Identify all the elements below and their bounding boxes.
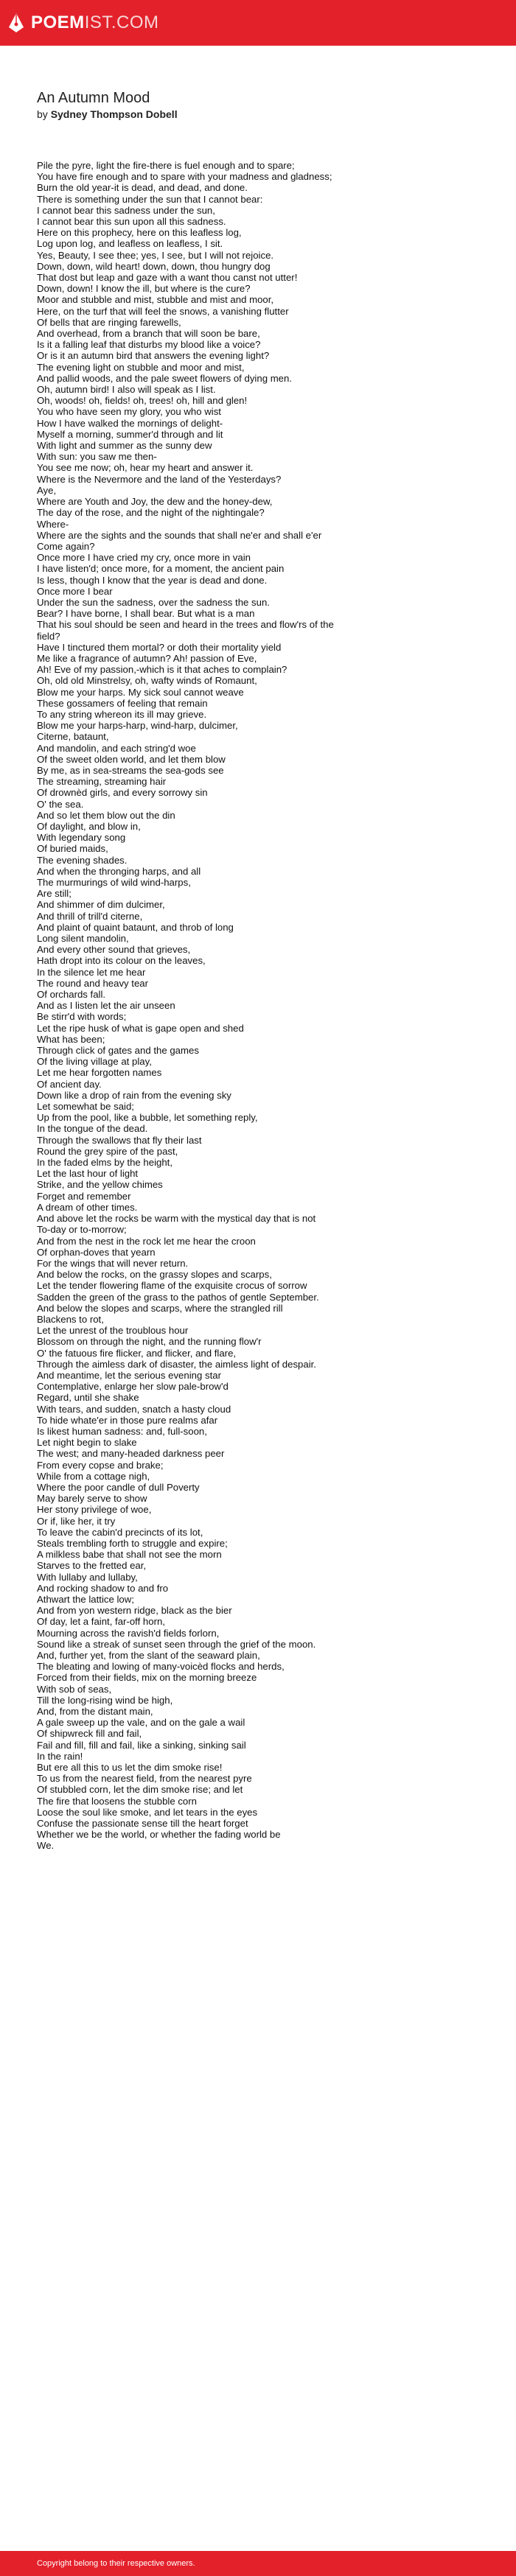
poem-line: Is likest human sadness: and, full-soon, bbox=[37, 1425, 207, 1437]
poem-line: To any string whereon its ill may grieve. bbox=[37, 708, 207, 720]
poem-line: The evening shades. bbox=[37, 854, 128, 866]
poem-line: Blow me your harps-harp, wind-harp, dulcimer, bbox=[37, 720, 238, 732]
poem-line: With sun: you saw me then- bbox=[37, 451, 157, 463]
poem-line: With lullaby and lullaby, bbox=[37, 1571, 138, 1583]
author-link[interactable]: Sydney Thompson Dobell bbox=[50, 108, 178, 120]
poem-line: Pile the pyre, light the fire-there is fuel enough and to spare; bbox=[37, 160, 295, 171]
poem-line: I have listen'd; once more, for a moment, the ancient pain bbox=[37, 563, 285, 575]
poem-line: Athwart the lattice low; bbox=[37, 1594, 134, 1605]
poem-line: Through the swallows that fly their last bbox=[37, 1134, 202, 1146]
poem-line: Of day, let a faint, far-off horn, bbox=[37, 1616, 165, 1628]
poem-line: Forget and remember bbox=[37, 1190, 131, 1202]
poem-line: Aye, bbox=[37, 484, 57, 496]
poem-line: Down like a drop of rain from the evening sky bbox=[37, 1089, 231, 1101]
poem-line: Once more I bear bbox=[37, 585, 113, 597]
poem-line: Where are Youth and Joy, the dew and the honey-dew, bbox=[37, 496, 273, 508]
poem-line: In the rain! bbox=[37, 1750, 83, 1762]
poem-line: Till the long-rising wind be high, bbox=[37, 1694, 173, 1706]
poem-line: O' the sea. bbox=[37, 798, 84, 810]
poem-line: And, further yet, from the slant of the seaward plain, bbox=[37, 1650, 260, 1662]
poem-line: Regard, until she shake bbox=[37, 1392, 139, 1404]
poem-line: Let the ripe husk of what is gape open and shed bbox=[37, 1022, 244, 1034]
poem-line: Or if, like her, it try bbox=[37, 1515, 116, 1527]
poem-line: Let somewhat be said; bbox=[37, 1101, 134, 1113]
poem-line: Blow me your harps. My sick soul cannot weave bbox=[37, 686, 244, 698]
poem-line: Of daylight, and blow in, bbox=[37, 820, 141, 832]
poem-line: I cannot bear this sadness under the sun, bbox=[37, 204, 215, 216]
poem-line: The day of the rose, and the night of the nightingale? bbox=[37, 507, 265, 519]
logo-text-light: IST.COM bbox=[84, 13, 159, 32]
poem-line: Through the aimless dark of disaster, the aimless light of despair. bbox=[37, 1358, 316, 1370]
poem-line: And below the slopes and scarps, where the strangled rill bbox=[37, 1302, 283, 1314]
poem-title: An Autumn Mood bbox=[37, 90, 150, 106]
poem-line: And when the thronging harps, and all bbox=[37, 865, 201, 877]
copyright-text: Copyright belong to their respective owners. bbox=[37, 2559, 195, 2568]
poem-line: Forced from their fields, mix on the morning breeze bbox=[37, 1672, 257, 1684]
poem-line: Or is it an autumn bird that answers the evening light? bbox=[37, 350, 270, 362]
poem-line: To-day or to-morrow; bbox=[37, 1224, 127, 1236]
poem-line: Once more I have cried my cry, once more in vain bbox=[37, 552, 251, 564]
by-label: by bbox=[37, 108, 48, 120]
poem-line: The bleating and lowing of many-voicèd flocks and herds, bbox=[37, 1661, 285, 1673]
poem-line: Here, on the turf that will feel the snows, a vanishing flutter bbox=[37, 305, 289, 317]
poem-line: But ere all this to us let the dim smoke rise! bbox=[37, 1762, 223, 1774]
poem-line: A milkless babe that shall not see the morn bbox=[37, 1549, 222, 1561]
poem-line: Oh, old old Minstrelsy, oh, wafty winds of Romaunt, bbox=[37, 675, 257, 687]
poem-line: And meantime, let the serious evening star bbox=[37, 1369, 221, 1381]
poem-line: While from a cottage nigh, bbox=[37, 1470, 150, 1482]
poem-line: Down, down, wild heart! down, down, thou hungry dog bbox=[37, 260, 271, 272]
logo-text bbox=[31, 13, 159, 33]
poem-line: Let the last hour of light bbox=[37, 1168, 139, 1180]
poem-line: Of the living village at play, bbox=[37, 1056, 152, 1068]
poem-line: By me, as in sea-streams the sea-gods see bbox=[37, 764, 224, 776]
poem-line: Loose the soul like smoke, and let tears in the eyes bbox=[37, 1806, 258, 1818]
poem-line: The west; and many-headed darkness peer bbox=[37, 1448, 225, 1460]
poem-line: Be stirr'd with words; bbox=[37, 1011, 127, 1023]
poem-line: Is less, though I know that the year is dead and done. bbox=[37, 574, 268, 586]
poem-line: Let night begin to slake bbox=[37, 1437, 137, 1449]
poem-line: With sob of seas, bbox=[37, 1683, 112, 1695]
poem-line: To us from the nearest field, from the nearest pyre bbox=[37, 1773, 252, 1785]
poem-line: Whether we be the world, or whether the fading world be bbox=[37, 1829, 281, 1841]
poem-line: And so let them blow out the din bbox=[37, 809, 175, 821]
poem-line: Of stubbled corn, let the dim smoke rise; and let bbox=[37, 1784, 243, 1796]
poem-body bbox=[37, 160, 479, 1852]
poem-line: Where is the Nevermore and the land of the Yesterdays? bbox=[37, 473, 282, 485]
poem-line: Moor and stubble and mist, stubble and mist and moor, bbox=[37, 294, 274, 306]
poem-line: Sound like a streak of sunset seen through the grief of the moon. bbox=[37, 1638, 316, 1650]
poem-line: The murmurings of wild wind-harps, bbox=[37, 877, 191, 888]
poem-line: And mandolin, and each string'd woe bbox=[37, 742, 196, 754]
poem-line: With light and summer as the sunny dew bbox=[37, 440, 212, 452]
poem-line: Hath dropt into its colour on the leaves, bbox=[37, 955, 206, 967]
poem-line: In the tongue of the dead. bbox=[37, 1123, 148, 1135]
poem-line: And plaint of quaint bataunt, and throb of long bbox=[37, 921, 234, 933]
poem-line: And overhead, from a branch that will soon be bare, bbox=[37, 328, 260, 340]
poem-line: And from yon western ridge, black as the bier bbox=[37, 1605, 232, 1617]
poem-line: Of ancient day. bbox=[37, 1078, 102, 1090]
poem-line: For the wings that will never return. bbox=[37, 1257, 189, 1269]
poem-line: Through click of gates and the games bbox=[37, 1045, 199, 1057]
poem-line: Oh, woods! oh, fields! oh, trees! oh, hill and glen! bbox=[37, 395, 248, 407]
poem-line: Oh, autumn bird! I also will speak as I list. bbox=[37, 384, 216, 396]
poem-line: These gossamers of feeling that remain bbox=[37, 697, 208, 709]
poem-line: Steals trembling forth to struggle and expire; bbox=[37, 1537, 228, 1549]
poem-line: Myself a morning, summer'd through and lit bbox=[37, 428, 223, 440]
poem-line: And thrill of trill'd citerne, bbox=[37, 910, 143, 922]
pen-nib-icon bbox=[7, 13, 25, 33]
poem-line: Fail and fill, fill and fail, like a sinking, sinking sail bbox=[37, 1739, 246, 1751]
byline bbox=[37, 108, 479, 120]
poem-line: You who have seen my glory, you who wist bbox=[37, 406, 221, 418]
poem-line: And, from the distant main, bbox=[37, 1706, 153, 1718]
poem-line: Where the poor candle of dull Poverty bbox=[37, 1481, 200, 1493]
poem-line: A gale sweep up the vale, and on the gale a wail bbox=[37, 1717, 245, 1729]
poem-line: Yes, Beauty, I see thee; yes, I see, but I will not rejoice. bbox=[37, 249, 274, 261]
poem-line: Of shipwreck fill and fail, bbox=[37, 1728, 142, 1740]
poem-container bbox=[0, 46, 516, 1852]
poem-line: Bear? I have borne, I shall bear. But what is a man bbox=[37, 608, 255, 620]
poem-line: To leave the cabin'd precincts of its lot, bbox=[37, 1526, 203, 1538]
poem-line: field? bbox=[37, 630, 60, 642]
poem-line: Of bells that are ringing farewells, bbox=[37, 316, 181, 328]
poem-line: Up from the pool, like a bubble, let something reply, bbox=[37, 1112, 258, 1124]
poem-line: I cannot bear this sun upon all this sadness. bbox=[37, 216, 226, 228]
poem-line: Ah! Eve of my passion,-which is it that aches to complain? bbox=[37, 664, 287, 676]
poem-line: That dost but leap and gaze with a want thou canst not utter! bbox=[37, 272, 298, 284]
poem-line: Where- bbox=[37, 518, 69, 530]
poem-line: And above let the rocks be warm with the mystical day that is not bbox=[37, 1213, 316, 1225]
poem-line: A dream of other times. bbox=[37, 1201, 138, 1213]
poem-line: Have I tinctured them mortal? or doth their mortality yield bbox=[37, 641, 282, 653]
poem-line: From every copse and brake; bbox=[37, 1459, 164, 1471]
poem-line: And as I listen let the air unseen bbox=[37, 1000, 175, 1012]
site-header bbox=[0, 0, 516, 46]
poem-line: Come again? bbox=[37, 540, 95, 552]
poem-line: Round the grey spire of the past, bbox=[37, 1145, 178, 1157]
poem-line: How I have walked the mornings of delight- bbox=[37, 417, 223, 429]
poem-line: Burn the old year-it is dead, and dead, and done. bbox=[37, 182, 248, 194]
poem-line: With tears, and sudden, snatch a hasty cloud bbox=[37, 1403, 231, 1415]
poem-line: Of buried maids, bbox=[37, 843, 108, 855]
poem-line: Citerne, bataunt, bbox=[37, 731, 109, 743]
poem-line: Confuse the passionate sense till the heart forget bbox=[37, 1818, 248, 1830]
poem-line: Of the sweet olden world, and let them blow bbox=[37, 753, 226, 765]
poem-line: With legendary song bbox=[37, 832, 126, 844]
poem-line: In the silence let me hear bbox=[37, 966, 146, 978]
poem-line: Of orchards fall. bbox=[37, 989, 106, 1001]
poem-line: The round and heavy tear bbox=[37, 977, 149, 989]
site-logo[interactable] bbox=[7, 13, 159, 33]
poem-line: Log upon log, and leafless on leafless, I sit. bbox=[37, 238, 223, 250]
poem-line: Here on this prophecy, here on this leafless log, bbox=[37, 227, 242, 239]
poem-line: You see me now; oh, hear my heart and answer it. bbox=[37, 462, 254, 474]
poem-line: May barely serve to show bbox=[37, 1493, 147, 1505]
poem-line: Of orphan-doves that yearn bbox=[37, 1246, 156, 1258]
poem-line: Her stony privilege of woe, bbox=[37, 1504, 152, 1516]
poem-line: Of drownèd girls, and every sorrowy sin bbox=[37, 787, 208, 799]
poem-line: The evening light on stubble and moor and mist, bbox=[37, 361, 245, 373]
poem-line: Sadden the green of the grass to the pathos of gentle September. bbox=[37, 1291, 319, 1303]
poem-line: Starves to the fretted ear, bbox=[37, 1560, 147, 1572]
poem-line: That his soul should be seen and heard in the trees and flow'rs of the bbox=[37, 619, 334, 631]
poem-line: What has been; bbox=[37, 1033, 105, 1045]
poem-line: Strike, and the yellow chimes bbox=[37, 1179, 163, 1191]
logo-text-bold: POEM bbox=[31, 13, 85, 32]
poem-line: We. bbox=[37, 1840, 55, 1852]
poem-line: And every other sound that grieves, bbox=[37, 944, 191, 956]
poem-line: Blackens to rot, bbox=[37, 1313, 104, 1325]
poem-line: Let the unrest of the troublous hour bbox=[37, 1325, 189, 1337]
poem-line: Is it a falling leaf that disturbs my blood like a voice? bbox=[37, 339, 261, 351]
poem-line: You have fire enough and to spare with your madness and gladness; bbox=[37, 171, 332, 183]
poem-line: Me like a fragrance of autumn? Ah! passion of Eve, bbox=[37, 652, 257, 664]
site-footer bbox=[0, 2551, 516, 2576]
poem-line: There is something under the sun that I cannot bear: bbox=[37, 193, 263, 205]
poem-line: O' the fatuous fire flicker, and flicker, and flare, bbox=[37, 1347, 237, 1359]
poem-line: And shimmer of dim dulcimer, bbox=[37, 899, 165, 911]
poem-line: Mourning across the ravish'd fields forlorn, bbox=[37, 1627, 220, 1639]
poem-line: Contemplative, enlarge her slow pale-brow'd bbox=[37, 1381, 229, 1393]
poem-line: And below the rocks, on the grassy slopes and scarps, bbox=[37, 1269, 272, 1281]
poem-line: And pallid woods, and the pale sweet flowers of dying men. bbox=[37, 372, 293, 384]
poem-line: Let me hear forgotten names bbox=[37, 1067, 162, 1079]
poem-line: Under the sun the sadness, over the sadness the sun. bbox=[37, 596, 270, 608]
poem-line: Blossom on through the night, and the running flow'r bbox=[37, 1336, 262, 1348]
poem-line: And from the nest in the rock let me hear the croon bbox=[37, 1235, 256, 1247]
poem-line: The fire that loosens the stubble corn bbox=[37, 1795, 197, 1807]
poem-line: Are still; bbox=[37, 888, 72, 900]
poem-line: In the faded elms by the height, bbox=[37, 1157, 173, 1169]
poem-line: Let the tender flowering flame of the exquisite crocus of sorrow bbox=[37, 1280, 307, 1292]
poem-line: Down, down! I know the ill, but where is the cure? bbox=[37, 283, 251, 295]
poem-line: The streaming, streaming hair bbox=[37, 776, 167, 788]
poem-line: Long silent mandolin, bbox=[37, 933, 129, 945]
poem-line: Where are the sights and the sounds that shall ne'er and shall e'er bbox=[37, 529, 322, 541]
poem-line: To hide whate'er in those pure realms afar bbox=[37, 1414, 218, 1426]
poem-line: And rocking shadow to and fro bbox=[37, 1582, 169, 1594]
